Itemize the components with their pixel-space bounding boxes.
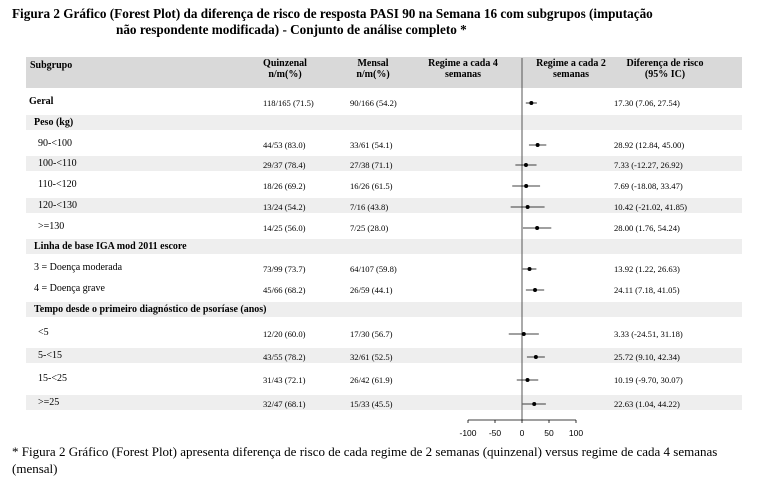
mensal-value: 90/166 (54.2) xyxy=(350,98,397,108)
mensal-value: 27/38 (71.1) xyxy=(350,160,393,170)
quinzenal-value: 45/66 (68.2) xyxy=(263,285,306,295)
subgroup-label: 100-<110 xyxy=(38,158,77,169)
header-left-line2: semanas xyxy=(444,69,482,80)
risk-difference-value: 28.00 (1.76, 54.24) xyxy=(614,223,680,233)
mensal-value: 26/59 (44.1) xyxy=(350,285,393,295)
header-left-line1: Regime a cada 4 xyxy=(428,58,498,69)
x-tick-label: 100 xyxy=(568,428,584,438)
mensal-value: 7/25 (28.0) xyxy=(350,223,389,233)
mensal-value: 16/26 (61.5) xyxy=(350,181,393,191)
point-estimate xyxy=(535,226,539,230)
header-quinzenal-line1: Quinzenal xyxy=(263,58,307,69)
subgroup-label: 120-<130 xyxy=(38,200,77,211)
risk-difference-value: 25.72 (9.10, 42.34) xyxy=(614,352,680,362)
header-right-line1: Regime a cada 2 xyxy=(536,58,606,69)
header-diff-line1: Diferença de risco xyxy=(626,58,704,69)
footnote: * Figura 2 Gráfico (Forest Plot) apresenta diferença de risco de cada regime de 2 semanas (quinzenal) versus regime de cada 4 semanas (mensal) xyxy=(12,444,718,476)
subgroup-label: 4 = Doença grave xyxy=(34,283,105,294)
header-right-line2: semanas xyxy=(552,69,590,80)
quinzenal-value: 14/25 (56.0) xyxy=(263,223,306,233)
mensal-value: 32/61 (52.5) xyxy=(350,352,393,362)
point-estimate xyxy=(532,402,536,406)
point-estimate xyxy=(533,288,537,292)
risk-difference-value: 22.63 (1.04, 44.22) xyxy=(614,399,680,409)
subgroup-header: Linha de base IGA mod 2011 escore xyxy=(34,241,187,252)
point-estimate xyxy=(526,378,530,382)
subgroup-label: <5 xyxy=(38,327,49,338)
point-estimate xyxy=(534,355,538,359)
quinzenal-value: 73/99 (73.7) xyxy=(263,264,306,274)
risk-difference-value: 7.33 (-12.27, 26.92) xyxy=(614,160,683,170)
risk-difference-value: 10.42 (-21.02, 41.85) xyxy=(614,202,688,212)
subgroup-label: >=130 xyxy=(38,221,65,232)
quinzenal-value: 118/165 (71.5) xyxy=(263,98,314,108)
point-estimate xyxy=(529,101,533,105)
subgroup-label: 90-<100 xyxy=(38,138,72,149)
risk-difference-value: 3.33 (-24.51, 31.18) xyxy=(614,329,683,339)
subgroup-header: Peso (kg) xyxy=(34,117,74,128)
x-tick-label: -50 xyxy=(488,428,502,438)
header-quinzenal-line2: n/m(%) xyxy=(268,69,302,80)
point-estimate xyxy=(536,143,540,147)
mensal-value: 17/30 (56.7) xyxy=(350,329,393,339)
subgroup-label: 15-<25 xyxy=(38,373,67,384)
subgroup-label: Geral xyxy=(29,96,54,107)
point-estimate xyxy=(522,332,526,336)
mensal-value: 26/42 (61.9) xyxy=(350,375,393,385)
header-diff-line2: (95% IC) xyxy=(644,69,686,80)
title-line-2: não respondente modificada) - Conjunto de análise completo * xyxy=(116,22,467,37)
subgroup-header: Tempo desde o primeiro diagnóstico de psoríase (anos) xyxy=(34,304,267,315)
point-estimate xyxy=(524,163,528,167)
quinzenal-value: 43/55 (78.2) xyxy=(263,352,306,362)
quinzenal-value: 29/37 (78.4) xyxy=(263,160,306,170)
point-estimate xyxy=(524,184,528,188)
risk-difference-value: 28.92 (12.84, 45.00) xyxy=(614,140,685,150)
header-mensal-line2: n/m(%) xyxy=(356,69,390,80)
risk-difference-value: 24.11 (7.18, 41.05) xyxy=(614,285,680,295)
mensal-value: 33/61 (54.1) xyxy=(350,140,393,150)
quinzenal-value: 12/20 (60.0) xyxy=(263,329,306,339)
risk-difference-value: 17.30 (7.06, 27.54) xyxy=(614,98,680,108)
quinzenal-value: 18/26 (69.2) xyxy=(263,181,306,191)
mensal-value: 7/16 (43.8) xyxy=(350,202,389,212)
point-estimate xyxy=(526,205,530,209)
subgroup-label: 110-<120 xyxy=(38,179,77,190)
quinzenal-value: 44/53 (83.0) xyxy=(263,140,306,150)
quinzenal-value: 13/24 (54.2) xyxy=(263,202,306,212)
title-line-1: Figura 2 Gráfico (Forest Plot) da diferença de risco de resposta PASI 90 na Semana 16 com subgrupos (imputação xyxy=(12,6,653,21)
subgroup-label: 5-<15 xyxy=(38,350,62,361)
header-mensal-line1: Mensal xyxy=(357,58,389,69)
subgroup-label: 3 = Doença moderada xyxy=(34,262,123,273)
risk-difference-value: 7.69 (-18.08, 33.47) xyxy=(614,181,683,191)
risk-difference-value: 10.19 (-9.70, 30.07) xyxy=(614,375,683,385)
subgroup-label: >=25 xyxy=(38,397,60,408)
x-tick-label: -100 xyxy=(459,428,477,438)
x-tick-label: 0 xyxy=(519,428,525,438)
x-tick-label: 50 xyxy=(544,428,554,438)
point-estimate xyxy=(528,267,532,271)
quinzenal-value: 32/47 (68.1) xyxy=(263,399,306,409)
header-subgroup: Subgrupo xyxy=(30,60,73,71)
mensal-value: 15/33 (45.5) xyxy=(350,399,393,409)
quinzenal-value: 31/43 (72.1) xyxy=(263,375,306,385)
risk-difference-value: 13.92 (1.22, 26.63) xyxy=(614,264,680,274)
mensal-value: 64/107 (59.8) xyxy=(350,264,397,274)
